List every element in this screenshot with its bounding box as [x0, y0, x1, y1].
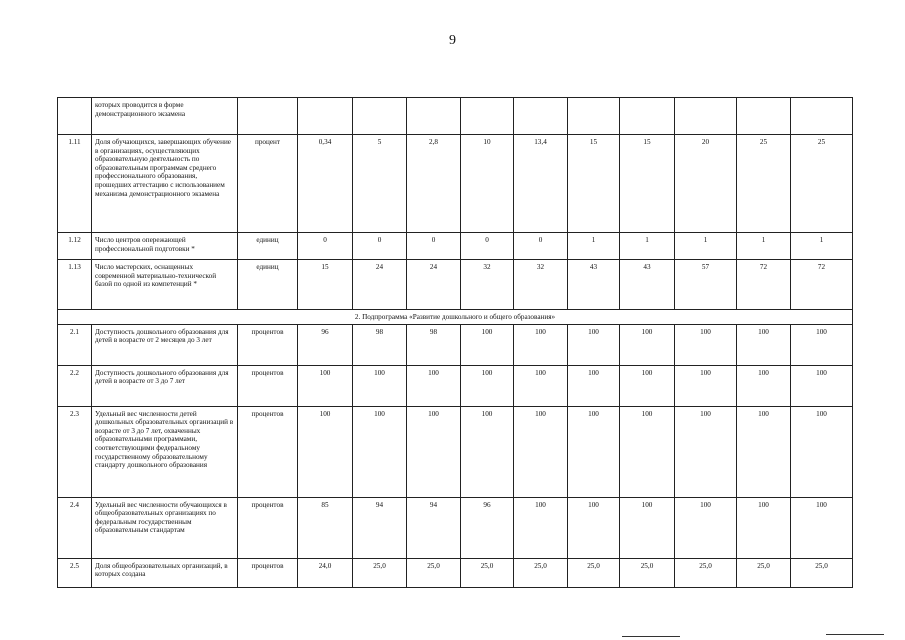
value-cell: 24	[353, 260, 407, 310]
value-cell: 100	[675, 406, 737, 497]
value-cell: 25	[791, 135, 853, 233]
value-cell: 24,0	[298, 558, 353, 587]
value-cell: 0	[461, 233, 514, 260]
value-cell: 98	[353, 324, 407, 365]
value-cell: 25,0	[461, 558, 514, 587]
value-cell: 100	[791, 365, 853, 406]
value-cell: 20	[675, 135, 737, 233]
value-cell: 25,0	[675, 558, 737, 587]
value-cell: 100	[407, 406, 461, 497]
unit-cell: процентов	[238, 558, 298, 587]
value-cell	[791, 98, 853, 135]
row-number-cell: 2.1	[58, 324, 92, 365]
value-cell	[353, 98, 407, 135]
value-cell: 100	[298, 365, 353, 406]
value-cell: 0,34	[298, 135, 353, 233]
value-cell: 2,8	[407, 135, 461, 233]
value-cell: 1	[568, 233, 620, 260]
value-cell: 25,0	[514, 558, 568, 587]
value-cell: 100	[353, 365, 407, 406]
row-number-cell: 2.4	[58, 497, 92, 558]
unit-cell: процентов	[238, 406, 298, 497]
value-cell: 0	[514, 233, 568, 260]
value-cell: 100	[514, 365, 568, 406]
table-row	[58, 135, 853, 233]
value-cell: 96	[298, 324, 353, 365]
value-cell	[568, 98, 620, 135]
value-cell: 1	[737, 233, 791, 260]
value-cell	[407, 98, 461, 135]
value-cell: 1	[675, 233, 737, 260]
value-cell: 0	[298, 233, 353, 260]
unit-cell: процентов	[238, 497, 298, 558]
indicator-description-cell: Доля обучающихся, завершающих обучение в организациях, осуществляющих образовательную деятельность по образовательным программам среднего профессионального образования, прошедших аттестацию с использованием механизма демонстрационного экзамена	[92, 135, 238, 233]
value-cell	[737, 98, 791, 135]
row-number-cell: 2.5	[58, 558, 92, 587]
value-cell: 0	[407, 233, 461, 260]
value-cell: 94	[407, 497, 461, 558]
value-cell: 96	[461, 497, 514, 558]
footer-line-mark	[622, 636, 680, 637]
section-row	[58, 310, 853, 325]
table-row	[58, 324, 853, 365]
indicator-description-cell: Число центров опережающей профессиональной подготовки *	[92, 233, 238, 260]
row-number-cell: 2.3	[58, 406, 92, 497]
value-cell: 100	[791, 324, 853, 365]
value-cell: 100	[620, 406, 675, 497]
value-cell: 1	[620, 233, 675, 260]
indicator-description-cell: которых проводится в форме демонстрационного экзамена	[92, 98, 238, 135]
indicator-description-cell: Число мастерских, оснащенных современной материально-технической базой по одной из компетенций *	[92, 260, 238, 310]
value-cell: 100	[568, 497, 620, 558]
value-cell: 25	[737, 135, 791, 233]
footer-line-mark-right	[826, 634, 884, 635]
value-cell: 100	[737, 324, 791, 365]
value-cell: 100	[568, 406, 620, 497]
value-cell: 10	[461, 135, 514, 233]
value-cell: 25,0	[791, 558, 853, 587]
table-row	[58, 233, 853, 260]
value-cell: 15	[298, 260, 353, 310]
unit-cell: процентов	[238, 324, 298, 365]
unit-cell: процент	[238, 135, 298, 233]
value-cell: 72	[791, 260, 853, 310]
value-cell: 100	[514, 406, 568, 497]
value-cell: 100	[298, 406, 353, 497]
value-cell: 15	[620, 135, 675, 233]
section-heading: 2. Подпрограмма «Развитие дошкольного и общего образования»	[58, 310, 853, 325]
indicator-description-cell: Доля общеобразовательных организаций, в которых создана	[92, 558, 238, 587]
unit-cell: единиц	[238, 233, 298, 260]
value-cell	[514, 98, 568, 135]
section-row-group	[58, 310, 853, 325]
table-body-part-1	[58, 98, 853, 310]
indicator-description-cell: Доступность дошкольного образования для детей в возрасте от 3 до 7 лет	[92, 365, 238, 406]
table-body-part-2	[58, 324, 853, 587]
page-number: 9	[449, 33, 456, 48]
unit-cell: единиц	[238, 260, 298, 310]
value-cell: 100	[514, 497, 568, 558]
value-cell: 85	[298, 497, 353, 558]
value-cell: 25,0	[353, 558, 407, 587]
value-cell: 100	[407, 365, 461, 406]
value-cell	[461, 98, 514, 135]
value-cell: 0	[353, 233, 407, 260]
value-cell: 100	[675, 497, 737, 558]
table-row	[58, 98, 853, 135]
unit-cell	[238, 98, 298, 135]
value-cell: 100	[737, 365, 791, 406]
value-cell: 94	[353, 497, 407, 558]
value-cell: 100	[791, 406, 853, 497]
value-cell: 100	[675, 365, 737, 406]
value-cell: 15	[568, 135, 620, 233]
value-cell	[675, 98, 737, 135]
value-cell: 32	[514, 260, 568, 310]
value-cell: 25,0	[737, 558, 791, 587]
value-cell: 100	[620, 365, 675, 406]
value-cell: 100	[791, 497, 853, 558]
value-cell: 100	[737, 406, 791, 497]
value-cell: 72	[737, 260, 791, 310]
indicator-description-cell: Удельный вес численности детей дошкольных образовательных организаций в возрасте от 3 до 7 лет, охваченных образовательными программами, соответствующими федеральному государственному образовательному стандарту дошкольного образования	[92, 406, 238, 497]
value-cell	[620, 98, 675, 135]
value-cell: 5	[353, 135, 407, 233]
value-cell: 25,0	[568, 558, 620, 587]
value-cell: 98	[407, 324, 461, 365]
table-row	[58, 406, 853, 497]
value-cell: 25,0	[620, 558, 675, 587]
row-number-cell: 1.11	[58, 135, 92, 233]
table-row	[58, 497, 853, 558]
table-row	[58, 260, 853, 310]
value-cell: 43	[620, 260, 675, 310]
value-cell: 57	[675, 260, 737, 310]
value-cell: 100	[461, 406, 514, 497]
value-cell: 100	[568, 324, 620, 365]
value-cell	[298, 98, 353, 135]
value-cell: 25,0	[407, 558, 461, 587]
row-number-cell	[58, 98, 92, 135]
table-row	[58, 365, 853, 406]
row-number-cell: 2.2	[58, 365, 92, 406]
table-row	[58, 558, 853, 587]
value-cell: 100	[568, 365, 620, 406]
value-cell: 100	[461, 365, 514, 406]
indicator-description-cell: Доступность дошкольного образования для детей в возрасте от 2 месяцев до 3 лет	[92, 324, 238, 365]
value-cell: 100	[620, 324, 675, 365]
value-cell: 13,4	[514, 135, 568, 233]
indicators-table	[57, 97, 853, 588]
value-cell: 100	[675, 324, 737, 365]
unit-cell: процентов	[238, 365, 298, 406]
row-number-cell: 1.12	[58, 233, 92, 260]
value-cell: 100	[353, 406, 407, 497]
indicator-description-cell: Удельный вес численности обучающихся в общеобразовательных организациях по федеральным государственным образовательным стандартам	[92, 497, 238, 558]
value-cell: 100	[737, 497, 791, 558]
value-cell: 1	[791, 233, 853, 260]
value-cell: 100	[514, 324, 568, 365]
row-number-cell: 1.13	[58, 260, 92, 310]
value-cell: 32	[461, 260, 514, 310]
value-cell: 43	[568, 260, 620, 310]
value-cell: 100	[461, 324, 514, 365]
value-cell: 24	[407, 260, 461, 310]
value-cell: 100	[620, 497, 675, 558]
